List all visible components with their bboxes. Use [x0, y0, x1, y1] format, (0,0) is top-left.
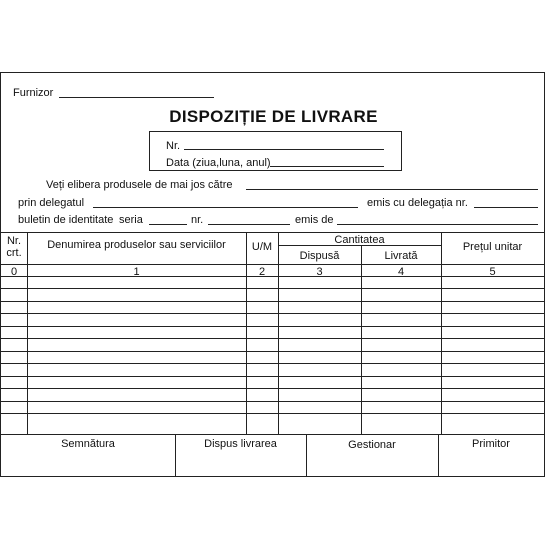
line1-text: Veți elibera produsele de mai jos către — [46, 179, 233, 191]
issued-by-field[interactable] — [337, 224, 538, 225]
index-2: 2 — [258, 266, 266, 278]
furnizor-field[interactable] — [59, 97, 214, 98]
col-crt-label: crt. — [6, 247, 22, 259]
footer-primitor: Primitor — [472, 438, 510, 450]
col-um-label: U/M — [251, 241, 273, 253]
id-card-label: buletin de identitate — [18, 214, 114, 226]
series-label: seria — [119, 214, 143, 226]
index-5: 5 — [489, 266, 496, 278]
delegate-field[interactable] — [93, 207, 358, 208]
index-1: 1 — [133, 266, 140, 278]
col-nr-label: Nr. — [6, 235, 22, 247]
footer-dispus: Dispus livrarea — [204, 438, 277, 450]
number-date-box — [149, 131, 402, 171]
delivery-order-form — [0, 72, 545, 477]
delegation-number-field[interactable] — [474, 207, 538, 208]
nr-label: Nr. — [166, 140, 181, 152]
index-4: 4 — [397, 266, 405, 278]
col-denumire-label: Denumirea produselor sau serviciilor — [47, 239, 226, 251]
col-dispusa-label: Dispusă — [299, 250, 340, 262]
products-table — [1, 232, 544, 477]
footer-gestionar: Gestionar — [348, 439, 396, 451]
id-number-field[interactable] — [208, 224, 290, 225]
issued-by-label: emis de — [295, 214, 334, 226]
id-number-label: nr. — [191, 214, 204, 226]
nr-field[interactable] — [184, 149, 384, 150]
col-livrata-label: Livrată — [384, 250, 418, 262]
delegate-label: prin delegatul — [18, 197, 85, 209]
data-label: Data (ziua,luna, anul) — [166, 157, 271, 169]
form-title: DISPOZIȚIE DE LIVRARE — [169, 107, 378, 126]
index-3: 3 — [316, 266, 323, 278]
data-field[interactable] — [270, 166, 384, 167]
index-0: 0 — [10, 266, 18, 278]
recipient-field[interactable] — [246, 189, 538, 190]
footer-semnatura: Semnătura — [61, 438, 115, 450]
col-cantitatea-label: Cantitatea — [334, 234, 385, 246]
delegation-label: emis cu delegația nr. — [367, 197, 468, 209]
furnizor-label: Furnizor — [13, 87, 54, 99]
col-pret-label: Prețul unitar — [462, 241, 523, 253]
series-field[interactable] — [149, 224, 187, 225]
